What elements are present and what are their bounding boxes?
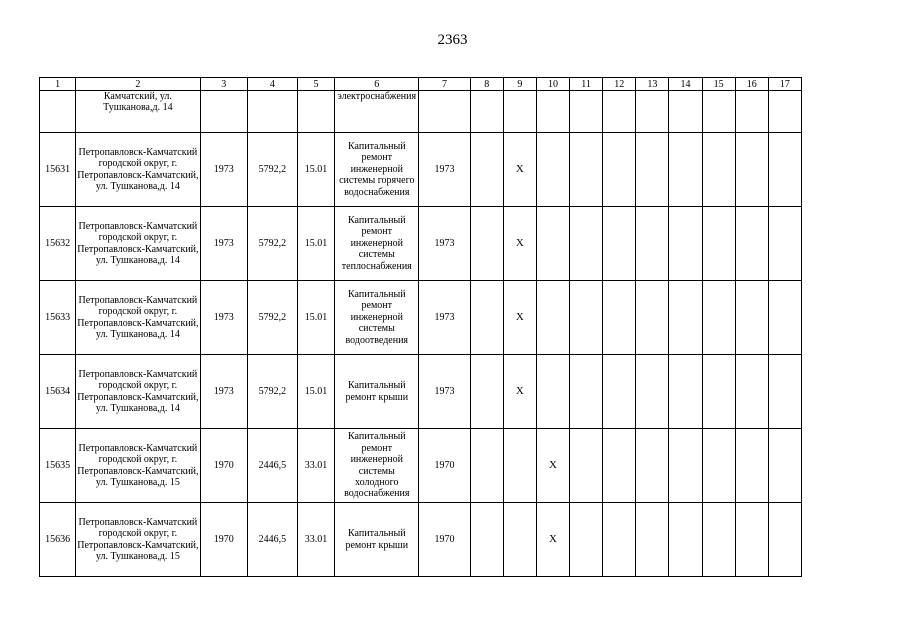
cell-empty — [735, 355, 768, 429]
column-header: 3 — [200, 78, 247, 91]
cell-empty — [735, 91, 768, 133]
column-header: 12 — [603, 78, 636, 91]
cell-work: Капитальный ремонт крыши — [335, 355, 419, 429]
register-table — [39, 77, 802, 577]
cell-empty — [768, 503, 801, 577]
cell-col10 — [536, 91, 569, 133]
cell-empty — [735, 207, 768, 281]
cell-id: 15632 — [40, 207, 76, 281]
cell-code: 15.01 — [297, 281, 334, 355]
cell-col9: X — [503, 133, 536, 207]
cell-col10 — [536, 207, 569, 281]
column-header: 6 — [335, 78, 419, 91]
cell-id — [40, 91, 76, 133]
column-header: 11 — [570, 78, 603, 91]
cell-col9: X — [503, 207, 536, 281]
cell-area: 5792,2 — [247, 133, 297, 207]
table-row — [40, 133, 802, 207]
cell-col8 — [470, 207, 503, 281]
cell-area: 5792,2 — [247, 281, 297, 355]
cell-empty — [603, 281, 636, 355]
cell-empty — [702, 503, 735, 577]
column-header: 9 — [503, 78, 536, 91]
table-row — [40, 503, 802, 577]
cell-empty — [669, 133, 702, 207]
cell-empty — [702, 91, 735, 133]
cell-year-repair: 1973 — [419, 207, 470, 281]
cell-year-built: 1973 — [200, 355, 247, 429]
cell-col8 — [470, 503, 503, 577]
cell-code: 15.01 — [297, 355, 334, 429]
cell-empty — [735, 503, 768, 577]
cell-code: 33.01 — [297, 429, 334, 503]
cell-empty — [735, 281, 768, 355]
cell-empty — [603, 91, 636, 133]
table-row — [40, 281, 802, 355]
cell-year-built — [200, 91, 247, 133]
cell-work: Капитальный ремонт инженерной системы горячего водоснабжения — [335, 133, 419, 207]
table-row — [40, 429, 802, 503]
cell-area: 2446,5 — [247, 429, 297, 503]
cell-area — [247, 91, 297, 133]
table-row — [40, 355, 802, 429]
cell-empty — [636, 281, 669, 355]
cell-empty — [735, 429, 768, 503]
cell-id: 15631 — [40, 133, 76, 207]
column-header: 14 — [669, 78, 702, 91]
cell-empty — [603, 207, 636, 281]
column-header: 4 — [247, 78, 297, 91]
cell-empty — [702, 207, 735, 281]
cell-empty — [603, 355, 636, 429]
cell-empty — [570, 355, 603, 429]
cell-code: 33.01 — [297, 503, 334, 577]
cell-year-repair: 1973 — [419, 355, 470, 429]
cell-year-repair — [419, 91, 470, 133]
cell-address: Петропавловск-Камчатский городской округ, г. Петропавловск-Камчатский, ул. Тушканова,д. 14 — [76, 281, 200, 355]
cell-work: Капитальный ремонт инженерной системы теплоснабжения — [335, 207, 419, 281]
cell-empty — [570, 429, 603, 503]
column-header: 13 — [636, 78, 669, 91]
cell-empty — [636, 133, 669, 207]
cell-empty — [768, 355, 801, 429]
cell-year-repair: 1970 — [419, 503, 470, 577]
cell-empty — [669, 207, 702, 281]
cell-empty — [669, 503, 702, 577]
continuation-row — [40, 91, 802, 133]
cell-work: Капитальный ремонт инженерной системы холодного водоснабжения — [335, 429, 419, 503]
cell-empty — [669, 355, 702, 429]
cell-empty — [669, 91, 702, 133]
cell-col8 — [470, 91, 503, 133]
cell-empty — [702, 281, 735, 355]
cell-year-built: 1970 — [200, 503, 247, 577]
cell-col10: X — [536, 429, 569, 503]
cell-empty — [669, 281, 702, 355]
cell-empty — [768, 281, 801, 355]
cell-empty — [768, 91, 801, 133]
cell-year-repair: 1970 — [419, 429, 470, 503]
cell-col10 — [536, 133, 569, 207]
cell-year-repair: 1973 — [419, 133, 470, 207]
cell-address: Камчатский, ул. Тушканова,д. 14 — [76, 91, 200, 133]
column-header: 16 — [735, 78, 768, 91]
cell-col10 — [536, 281, 569, 355]
cell-col9: X — [503, 355, 536, 429]
column-header: 2 — [76, 78, 200, 91]
cell-empty — [636, 429, 669, 503]
column-number-row — [40, 78, 802, 91]
cell-empty — [603, 429, 636, 503]
column-header: 10 — [536, 78, 569, 91]
cell-area: 5792,2 — [247, 355, 297, 429]
cell-empty — [570, 503, 603, 577]
cell-id: 15636 — [40, 503, 76, 577]
table-row — [40, 207, 802, 281]
cell-empty — [603, 133, 636, 207]
cell-year-built: 1970 — [200, 429, 247, 503]
cell-work: электроснабжения — [335, 91, 419, 133]
cell-year-repair: 1973 — [419, 281, 470, 355]
cell-address: Петропавловск-Камчатский городской округ, г. Петропавловск-Камчатский, ул. Тушканова,д. 15 — [76, 429, 200, 503]
cell-year-built: 1973 — [200, 281, 247, 355]
column-header: 17 — [768, 78, 801, 91]
cell-address: Петропавловск-Камчатский городской округ, г. Петропавловск-Камчатский, ул. Тушканова,д. 14 — [76, 207, 200, 281]
cell-year-built: 1973 — [200, 133, 247, 207]
cell-id: 15634 — [40, 355, 76, 429]
cell-empty — [768, 133, 801, 207]
column-header: 7 — [419, 78, 470, 91]
cell-code: 15.01 — [297, 207, 334, 281]
cell-empty — [768, 429, 801, 503]
cell-work: Капитальный ремонт инженерной системы водоотведения — [335, 281, 419, 355]
column-header: 1 — [40, 78, 76, 91]
cell-col8 — [470, 355, 503, 429]
cell-empty — [570, 133, 603, 207]
cell-area: 5792,2 — [247, 207, 297, 281]
column-header: 15 — [702, 78, 735, 91]
cell-col10: X — [536, 503, 569, 577]
cell-col9 — [503, 503, 536, 577]
cell-empty — [570, 281, 603, 355]
cell-col8 — [470, 281, 503, 355]
cell-col10 — [536, 355, 569, 429]
cell-empty — [702, 429, 735, 503]
cell-empty — [636, 91, 669, 133]
cell-col8 — [470, 133, 503, 207]
cell-col9 — [503, 429, 536, 503]
cell-empty — [570, 91, 603, 133]
cell-empty — [702, 133, 735, 207]
cell-empty — [735, 133, 768, 207]
cell-id: 15633 — [40, 281, 76, 355]
cell-year-built: 1973 — [200, 207, 247, 281]
page-number: 2363 — [437, 32, 468, 48]
cell-address: Петропавловск-Камчатский городской округ, г. Петропавловск-Камчатский, ул. Тушканова,д. 14 — [76, 133, 200, 207]
cell-col8 — [470, 429, 503, 503]
cell-code: 15.01 — [297, 133, 334, 207]
cell-address: Петропавловск-Камчатский городской округ, г. Петропавловск-Камчатский, ул. Тушканова,д. 15 — [76, 503, 200, 577]
cell-col9 — [503, 91, 536, 133]
cell-col9: X — [503, 281, 536, 355]
cell-empty — [636, 503, 669, 577]
cell-empty — [768, 207, 801, 281]
cell-address: Петропавловск-Камчатский городской округ, г. Петропавловск-Камчатский, ул. Тушканова,д. 14 — [76, 355, 200, 429]
cell-empty — [570, 207, 603, 281]
column-header: 5 — [297, 78, 334, 91]
cell-area: 2446,5 — [247, 503, 297, 577]
cell-code — [297, 91, 334, 133]
cell-empty — [636, 355, 669, 429]
cell-id: 15635 — [40, 429, 76, 503]
cell-empty — [702, 355, 735, 429]
cell-empty — [636, 207, 669, 281]
table-body — [40, 78, 802, 577]
column-header: 8 — [470, 78, 503, 91]
cell-work: Капитальный ремонт крыши — [335, 503, 419, 577]
cell-empty — [669, 429, 702, 503]
cell-empty — [603, 503, 636, 577]
